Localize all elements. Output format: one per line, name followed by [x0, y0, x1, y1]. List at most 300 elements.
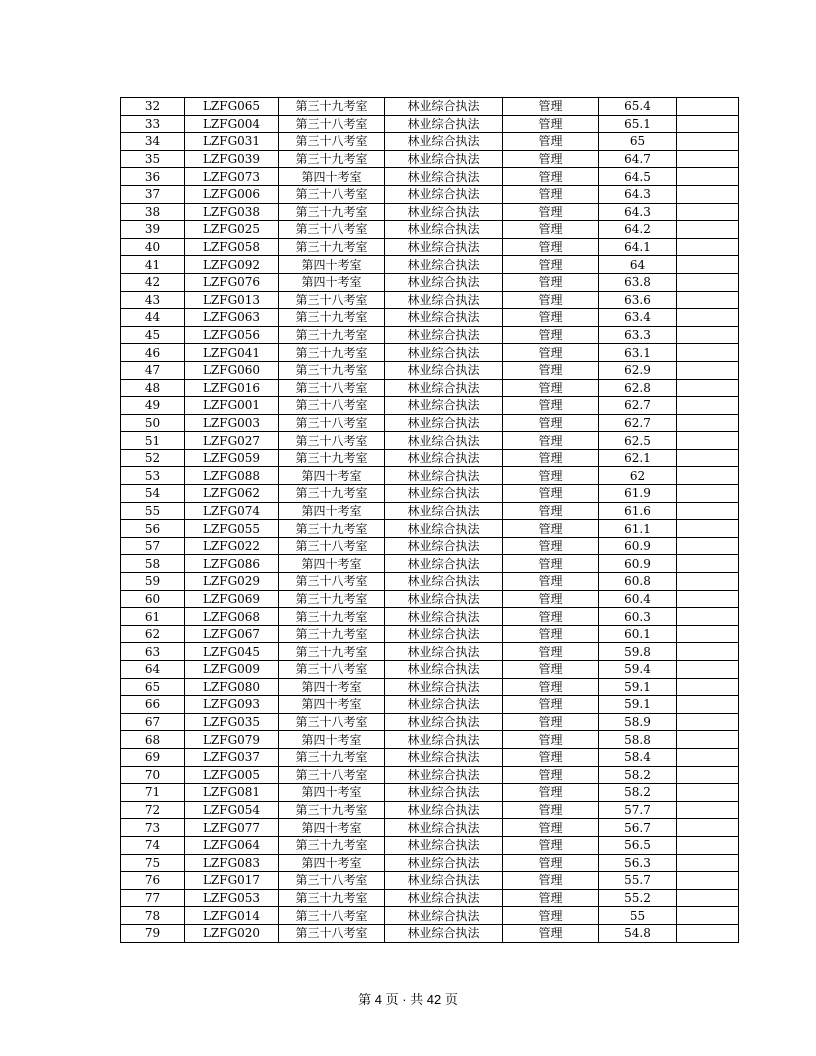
remark-cell — [677, 133, 739, 151]
remark-cell — [677, 590, 739, 608]
score-cell: 59.1 — [599, 696, 677, 714]
remark-cell — [677, 502, 739, 520]
exam-room-cell: 第三十九考室 — [279, 344, 385, 362]
exam-room-cell: 第三十九考室 — [279, 801, 385, 819]
table-row — [121, 98, 739, 116]
score-cell: 57.7 — [599, 801, 677, 819]
remark-cell — [677, 485, 739, 503]
position-cell: 林业综合执法 — [385, 854, 503, 872]
table-row — [121, 766, 739, 784]
exam-id-cell: LZFG025 — [185, 221, 279, 239]
table-row — [121, 537, 739, 555]
exam-room-cell: 第三十八考室 — [279, 713, 385, 731]
position-cell: 林业综合执法 — [385, 309, 503, 327]
table-row — [121, 432, 739, 450]
score-cell: 65 — [599, 133, 677, 151]
score-cell: 63.4 — [599, 309, 677, 327]
exam-id-cell: LZFG006 — [185, 185, 279, 203]
score-cell: 59.8 — [599, 643, 677, 661]
position-cell: 林业综合执法 — [385, 273, 503, 291]
row-number-cell: 61 — [121, 608, 185, 626]
table-row — [121, 397, 739, 415]
category-cell: 管理 — [503, 256, 599, 274]
position-cell: 林业综合执法 — [385, 573, 503, 591]
score-cell: 56.3 — [599, 854, 677, 872]
category-cell: 管理 — [503, 344, 599, 362]
table-row — [121, 309, 739, 327]
score-cell: 58.9 — [599, 713, 677, 731]
exam-room-cell: 第三十八考室 — [279, 185, 385, 203]
row-number-cell: 38 — [121, 203, 185, 221]
position-cell: 林业综合执法 — [385, 502, 503, 520]
position-cell: 林业综合执法 — [385, 397, 503, 415]
score-cell: 60.9 — [599, 555, 677, 573]
exam-id-cell: LZFG067 — [185, 625, 279, 643]
position-cell: 林业综合执法 — [385, 414, 503, 432]
position-cell: 林业综合执法 — [385, 731, 503, 749]
exam-room-cell: 第三十八考室 — [279, 661, 385, 679]
score-cell: 64.1 — [599, 238, 677, 256]
row-number-cell: 63 — [121, 643, 185, 661]
position-cell: 林业综合执法 — [385, 678, 503, 696]
exam-id-cell: LZFG041 — [185, 344, 279, 362]
exam-id-cell: LZFG093 — [185, 696, 279, 714]
category-cell: 管理 — [503, 924, 599, 942]
table-row — [121, 643, 739, 661]
table-row — [121, 590, 739, 608]
position-cell: 林业综合执法 — [385, 221, 503, 239]
table-row — [121, 133, 739, 151]
row-number-cell: 62 — [121, 625, 185, 643]
position-cell: 林业综合执法 — [385, 326, 503, 344]
exam-room-cell: 第四十考室 — [279, 731, 385, 749]
row-number-cell: 45 — [121, 326, 185, 344]
remark-cell — [677, 608, 739, 626]
table-row — [121, 485, 739, 503]
remark-cell — [677, 397, 739, 415]
row-number-cell: 48 — [121, 379, 185, 397]
score-cell: 56.7 — [599, 819, 677, 837]
category-cell: 管理 — [503, 537, 599, 555]
row-number-cell: 39 — [121, 221, 185, 239]
score-cell: 60.4 — [599, 590, 677, 608]
row-number-cell: 53 — [121, 467, 185, 485]
exam-id-cell: LZFG074 — [185, 502, 279, 520]
position-cell: 林业综合执法 — [385, 819, 503, 837]
table-row — [121, 291, 739, 309]
score-cell: 62.8 — [599, 379, 677, 397]
row-number-cell: 74 — [121, 836, 185, 854]
category-cell: 管理 — [503, 713, 599, 731]
score-cell: 61.6 — [599, 502, 677, 520]
exam-room-cell: 第三十九考室 — [279, 361, 385, 379]
exam-room-cell: 第三十九考室 — [279, 449, 385, 467]
table-row — [121, 784, 739, 802]
remark-cell — [677, 748, 739, 766]
position-cell: 林业综合执法 — [385, 432, 503, 450]
row-number-cell: 65 — [121, 678, 185, 696]
remark-cell — [677, 889, 739, 907]
score-cell: 60.1 — [599, 625, 677, 643]
exam-room-cell: 第三十九考室 — [279, 520, 385, 538]
category-cell: 管理 — [503, 661, 599, 679]
position-cell: 林业综合执法 — [385, 696, 503, 714]
category-cell: 管理 — [503, 449, 599, 467]
table-row — [121, 344, 739, 362]
exam-id-cell: LZFG086 — [185, 555, 279, 573]
position-cell: 林业综合执法 — [385, 872, 503, 890]
exam-id-cell: LZFG076 — [185, 273, 279, 291]
row-number-cell: 71 — [121, 784, 185, 802]
exam-id-cell: LZFG054 — [185, 801, 279, 819]
score-table — [120, 97, 739, 943]
position-cell: 林业综合执法 — [385, 379, 503, 397]
remark-cell — [677, 872, 739, 890]
exam-room-cell: 第三十九考室 — [279, 625, 385, 643]
table-row — [121, 836, 739, 854]
position-cell: 林业综合执法 — [385, 467, 503, 485]
row-number-cell: 73 — [121, 819, 185, 837]
score-cell: 60.8 — [599, 573, 677, 591]
exam-id-cell: LZFG037 — [185, 748, 279, 766]
score-cell: 59.4 — [599, 661, 677, 679]
remark-cell — [677, 273, 739, 291]
category-cell: 管理 — [503, 98, 599, 116]
position-cell: 林业综合执法 — [385, 836, 503, 854]
table-row — [121, 379, 739, 397]
row-number-cell: 52 — [121, 449, 185, 467]
table-row — [121, 608, 739, 626]
score-cell: 60.3 — [599, 608, 677, 626]
remark-cell — [677, 291, 739, 309]
exam-id-cell: LZFG014 — [185, 907, 279, 925]
score-cell: 64.3 — [599, 203, 677, 221]
position-cell: 林业综合执法 — [385, 766, 503, 784]
row-number-cell: 51 — [121, 432, 185, 450]
row-number-cell: 59 — [121, 573, 185, 591]
score-cell: 61.1 — [599, 520, 677, 538]
remark-cell — [677, 361, 739, 379]
exam-room-cell: 第三十九考室 — [279, 643, 385, 661]
category-cell: 管理 — [503, 221, 599, 239]
exam-id-cell: LZFG029 — [185, 573, 279, 591]
exam-room-cell: 第三十八考室 — [279, 872, 385, 890]
score-cell: 63.1 — [599, 344, 677, 362]
category-cell: 管理 — [503, 573, 599, 591]
position-cell: 林业综合执法 — [385, 555, 503, 573]
position-cell: 林业综合执法 — [385, 748, 503, 766]
category-cell: 管理 — [503, 696, 599, 714]
table-row — [121, 731, 739, 749]
category-cell: 管理 — [503, 432, 599, 450]
row-number-cell: 40 — [121, 238, 185, 256]
position-cell: 林业综合执法 — [385, 643, 503, 661]
exam-id-cell: LZFG062 — [185, 485, 279, 503]
table-row — [121, 696, 739, 714]
exam-room-cell: 第三十八考室 — [279, 924, 385, 942]
score-cell: 62.9 — [599, 361, 677, 379]
exam-room-cell: 第三十八考室 — [279, 115, 385, 133]
remark-cell — [677, 221, 739, 239]
table-row — [121, 273, 739, 291]
exam-room-cell: 第三十九考室 — [279, 748, 385, 766]
table-row — [121, 819, 739, 837]
row-number-cell: 56 — [121, 520, 185, 538]
position-cell: 林业综合执法 — [385, 590, 503, 608]
remark-cell — [677, 784, 739, 802]
table-row — [121, 221, 739, 239]
score-cell: 62.7 — [599, 414, 677, 432]
row-number-cell: 60 — [121, 590, 185, 608]
remark-cell — [677, 766, 739, 784]
page-footer: 第 4 页 · 共 42 页 — [358, 992, 458, 1007]
row-number-cell: 57 — [121, 537, 185, 555]
remark-cell — [677, 238, 739, 256]
row-number-cell: 35 — [121, 150, 185, 168]
exam-room-cell: 第四十考室 — [279, 502, 385, 520]
exam-id-cell: LZFG081 — [185, 784, 279, 802]
row-number-cell: 49 — [121, 397, 185, 415]
score-cell: 59.1 — [599, 678, 677, 696]
exam-id-cell: LZFG088 — [185, 467, 279, 485]
remark-cell — [677, 555, 739, 573]
category-cell: 管理 — [503, 150, 599, 168]
remark-cell — [677, 98, 739, 116]
table-row — [121, 678, 739, 696]
exam-room-cell: 第三十八考室 — [279, 379, 385, 397]
score-cell: 64.2 — [599, 221, 677, 239]
exam-id-cell: LZFG056 — [185, 326, 279, 344]
remark-cell — [677, 520, 739, 538]
category-cell: 管理 — [503, 397, 599, 415]
category-cell: 管理 — [503, 555, 599, 573]
exam-room-cell: 第三十九考室 — [279, 309, 385, 327]
position-cell: 林业综合执法 — [385, 344, 503, 362]
exam-room-cell: 第三十八考室 — [279, 573, 385, 591]
position-cell: 林业综合执法 — [385, 889, 503, 907]
category-cell: 管理 — [503, 819, 599, 837]
row-number-cell: 58 — [121, 555, 185, 573]
remark-cell — [677, 537, 739, 555]
remark-cell — [677, 801, 739, 819]
exam-id-cell: LZFG073 — [185, 168, 279, 186]
exam-id-cell: LZFG059 — [185, 449, 279, 467]
exam-id-cell: LZFG077 — [185, 819, 279, 837]
remark-cell — [677, 678, 739, 696]
score-cell: 58.8 — [599, 731, 677, 749]
remark-cell — [677, 414, 739, 432]
table-row — [121, 256, 739, 274]
category-cell: 管理 — [503, 801, 599, 819]
exam-room-cell: 第三十八考室 — [279, 537, 385, 555]
row-number-cell: 79 — [121, 924, 185, 942]
remark-cell — [677, 713, 739, 731]
table-row — [121, 502, 739, 520]
remark-cell — [677, 432, 739, 450]
exam-id-cell: LZFG058 — [185, 238, 279, 256]
exam-id-cell: LZFG004 — [185, 115, 279, 133]
position-cell: 林业综合执法 — [385, 537, 503, 555]
row-number-cell: 36 — [121, 168, 185, 186]
row-number-cell: 68 — [121, 731, 185, 749]
score-cell: 56.5 — [599, 836, 677, 854]
remark-cell — [677, 326, 739, 344]
table-row — [121, 203, 739, 221]
remark-cell — [677, 344, 739, 362]
exam-room-cell: 第三十八考室 — [279, 907, 385, 925]
remark-cell — [677, 449, 739, 467]
score-cell: 54.8 — [599, 924, 677, 942]
score-cell: 62.5 — [599, 432, 677, 450]
row-number-cell: 76 — [121, 872, 185, 890]
category-cell: 管理 — [503, 115, 599, 133]
row-number-cell: 64 — [121, 661, 185, 679]
row-number-cell: 69 — [121, 748, 185, 766]
score-cell: 64.5 — [599, 168, 677, 186]
category-cell: 管理 — [503, 836, 599, 854]
category-cell: 管理 — [503, 133, 599, 151]
category-cell: 管理 — [503, 273, 599, 291]
position-cell: 林业综合执法 — [385, 133, 503, 151]
remark-cell — [677, 203, 739, 221]
row-number-cell: 32 — [121, 98, 185, 116]
exam-room-cell: 第四十考室 — [279, 696, 385, 714]
exam-id-cell: LZFG065 — [185, 98, 279, 116]
exam-id-cell: LZFG064 — [185, 836, 279, 854]
score-cell: 58.2 — [599, 766, 677, 784]
score-cell: 65.4 — [599, 98, 677, 116]
table-row — [121, 661, 739, 679]
exam-id-cell: LZFG039 — [185, 150, 279, 168]
score-cell: 55 — [599, 907, 677, 925]
table-row — [121, 361, 739, 379]
table-row — [121, 748, 739, 766]
exam-id-cell: LZFG003 — [185, 414, 279, 432]
category-cell: 管理 — [503, 502, 599, 520]
row-number-cell: 43 — [121, 291, 185, 309]
score-cell: 58.4 — [599, 748, 677, 766]
position-cell: 林业综合执法 — [385, 361, 503, 379]
remark-cell — [677, 696, 739, 714]
row-number-cell: 77 — [121, 889, 185, 907]
remark-cell — [677, 309, 739, 327]
category-cell: 管理 — [503, 766, 599, 784]
exam-id-cell: LZFG017 — [185, 872, 279, 890]
table-row — [121, 326, 739, 344]
category-cell: 管理 — [503, 326, 599, 344]
category-cell: 管理 — [503, 185, 599, 203]
row-number-cell: 72 — [121, 801, 185, 819]
score-cell: 55.7 — [599, 872, 677, 890]
exam-room-cell: 第三十八考室 — [279, 221, 385, 239]
exam-room-cell: 第三十九考室 — [279, 889, 385, 907]
row-number-cell: 55 — [121, 502, 185, 520]
score-cell: 55.2 — [599, 889, 677, 907]
score-cell: 63.6 — [599, 291, 677, 309]
score-cell: 65.1 — [599, 115, 677, 133]
exam-room-cell: 第四十考室 — [279, 854, 385, 872]
position-cell: 林业综合执法 — [385, 185, 503, 203]
position-cell: 林业综合执法 — [385, 907, 503, 925]
category-cell: 管理 — [503, 520, 599, 538]
row-number-cell: 70 — [121, 766, 185, 784]
row-number-cell: 67 — [121, 713, 185, 731]
position-cell: 林业综合执法 — [385, 291, 503, 309]
score-cell: 61.9 — [599, 485, 677, 503]
category-cell: 管理 — [503, 168, 599, 186]
position-cell: 林业综合执法 — [385, 801, 503, 819]
category-cell: 管理 — [503, 643, 599, 661]
remark-cell — [677, 150, 739, 168]
exam-id-cell: LZFG069 — [185, 590, 279, 608]
exam-room-cell: 第四十考室 — [279, 784, 385, 802]
category-cell: 管理 — [503, 379, 599, 397]
score-cell: 60.9 — [599, 537, 677, 555]
remark-cell — [677, 907, 739, 925]
exam-id-cell: LZFG083 — [185, 854, 279, 872]
exam-room-cell: 第三十九考室 — [279, 608, 385, 626]
remark-cell — [677, 185, 739, 203]
remark-cell — [677, 625, 739, 643]
category-cell: 管理 — [503, 748, 599, 766]
exam-id-cell: LZFG005 — [185, 766, 279, 784]
score-cell: 62 — [599, 467, 677, 485]
remark-cell — [677, 924, 739, 942]
score-cell: 64 — [599, 256, 677, 274]
exam-room-cell: 第三十九考室 — [279, 150, 385, 168]
exam-id-cell: LZFG092 — [185, 256, 279, 274]
category-cell: 管理 — [503, 678, 599, 696]
exam-id-cell: LZFG020 — [185, 924, 279, 942]
category-cell: 管理 — [503, 608, 599, 626]
remark-cell — [677, 379, 739, 397]
table-row — [121, 238, 739, 256]
exam-room-cell: 第三十八考室 — [279, 766, 385, 784]
score-cell: 64.3 — [599, 185, 677, 203]
exam-room-cell: 第三十九考室 — [279, 326, 385, 344]
row-number-cell: 34 — [121, 133, 185, 151]
position-cell: 林业综合执法 — [385, 661, 503, 679]
position-cell: 林业综合执法 — [385, 608, 503, 626]
score-cell: 63.3 — [599, 326, 677, 344]
exam-id-cell: LZFG055 — [185, 520, 279, 538]
category-cell: 管理 — [503, 485, 599, 503]
exam-room-cell: 第四十考室 — [279, 555, 385, 573]
exam-room-cell: 第三十八考室 — [279, 397, 385, 415]
exam-room-cell: 第四十考室 — [279, 467, 385, 485]
category-cell: 管理 — [503, 467, 599, 485]
remark-cell — [677, 256, 739, 274]
exam-room-cell: 第四十考室 — [279, 256, 385, 274]
exam-id-cell: LZFG009 — [185, 661, 279, 679]
category-cell: 管理 — [503, 291, 599, 309]
table-row — [121, 555, 739, 573]
row-number-cell: 46 — [121, 344, 185, 362]
exam-id-cell: LZFG035 — [185, 713, 279, 731]
table-row — [121, 115, 739, 133]
table-row — [121, 414, 739, 432]
score-cell: 58.2 — [599, 784, 677, 802]
exam-id-cell: LZFG038 — [185, 203, 279, 221]
exam-room-cell: 第三十九考室 — [279, 238, 385, 256]
table-row — [121, 520, 739, 538]
table-row — [121, 907, 739, 925]
row-number-cell: 78 — [121, 907, 185, 925]
remark-cell — [677, 168, 739, 186]
exam-room-cell: 第四十考室 — [279, 819, 385, 837]
table-row — [121, 889, 739, 907]
exam-id-cell: LZFG068 — [185, 608, 279, 626]
